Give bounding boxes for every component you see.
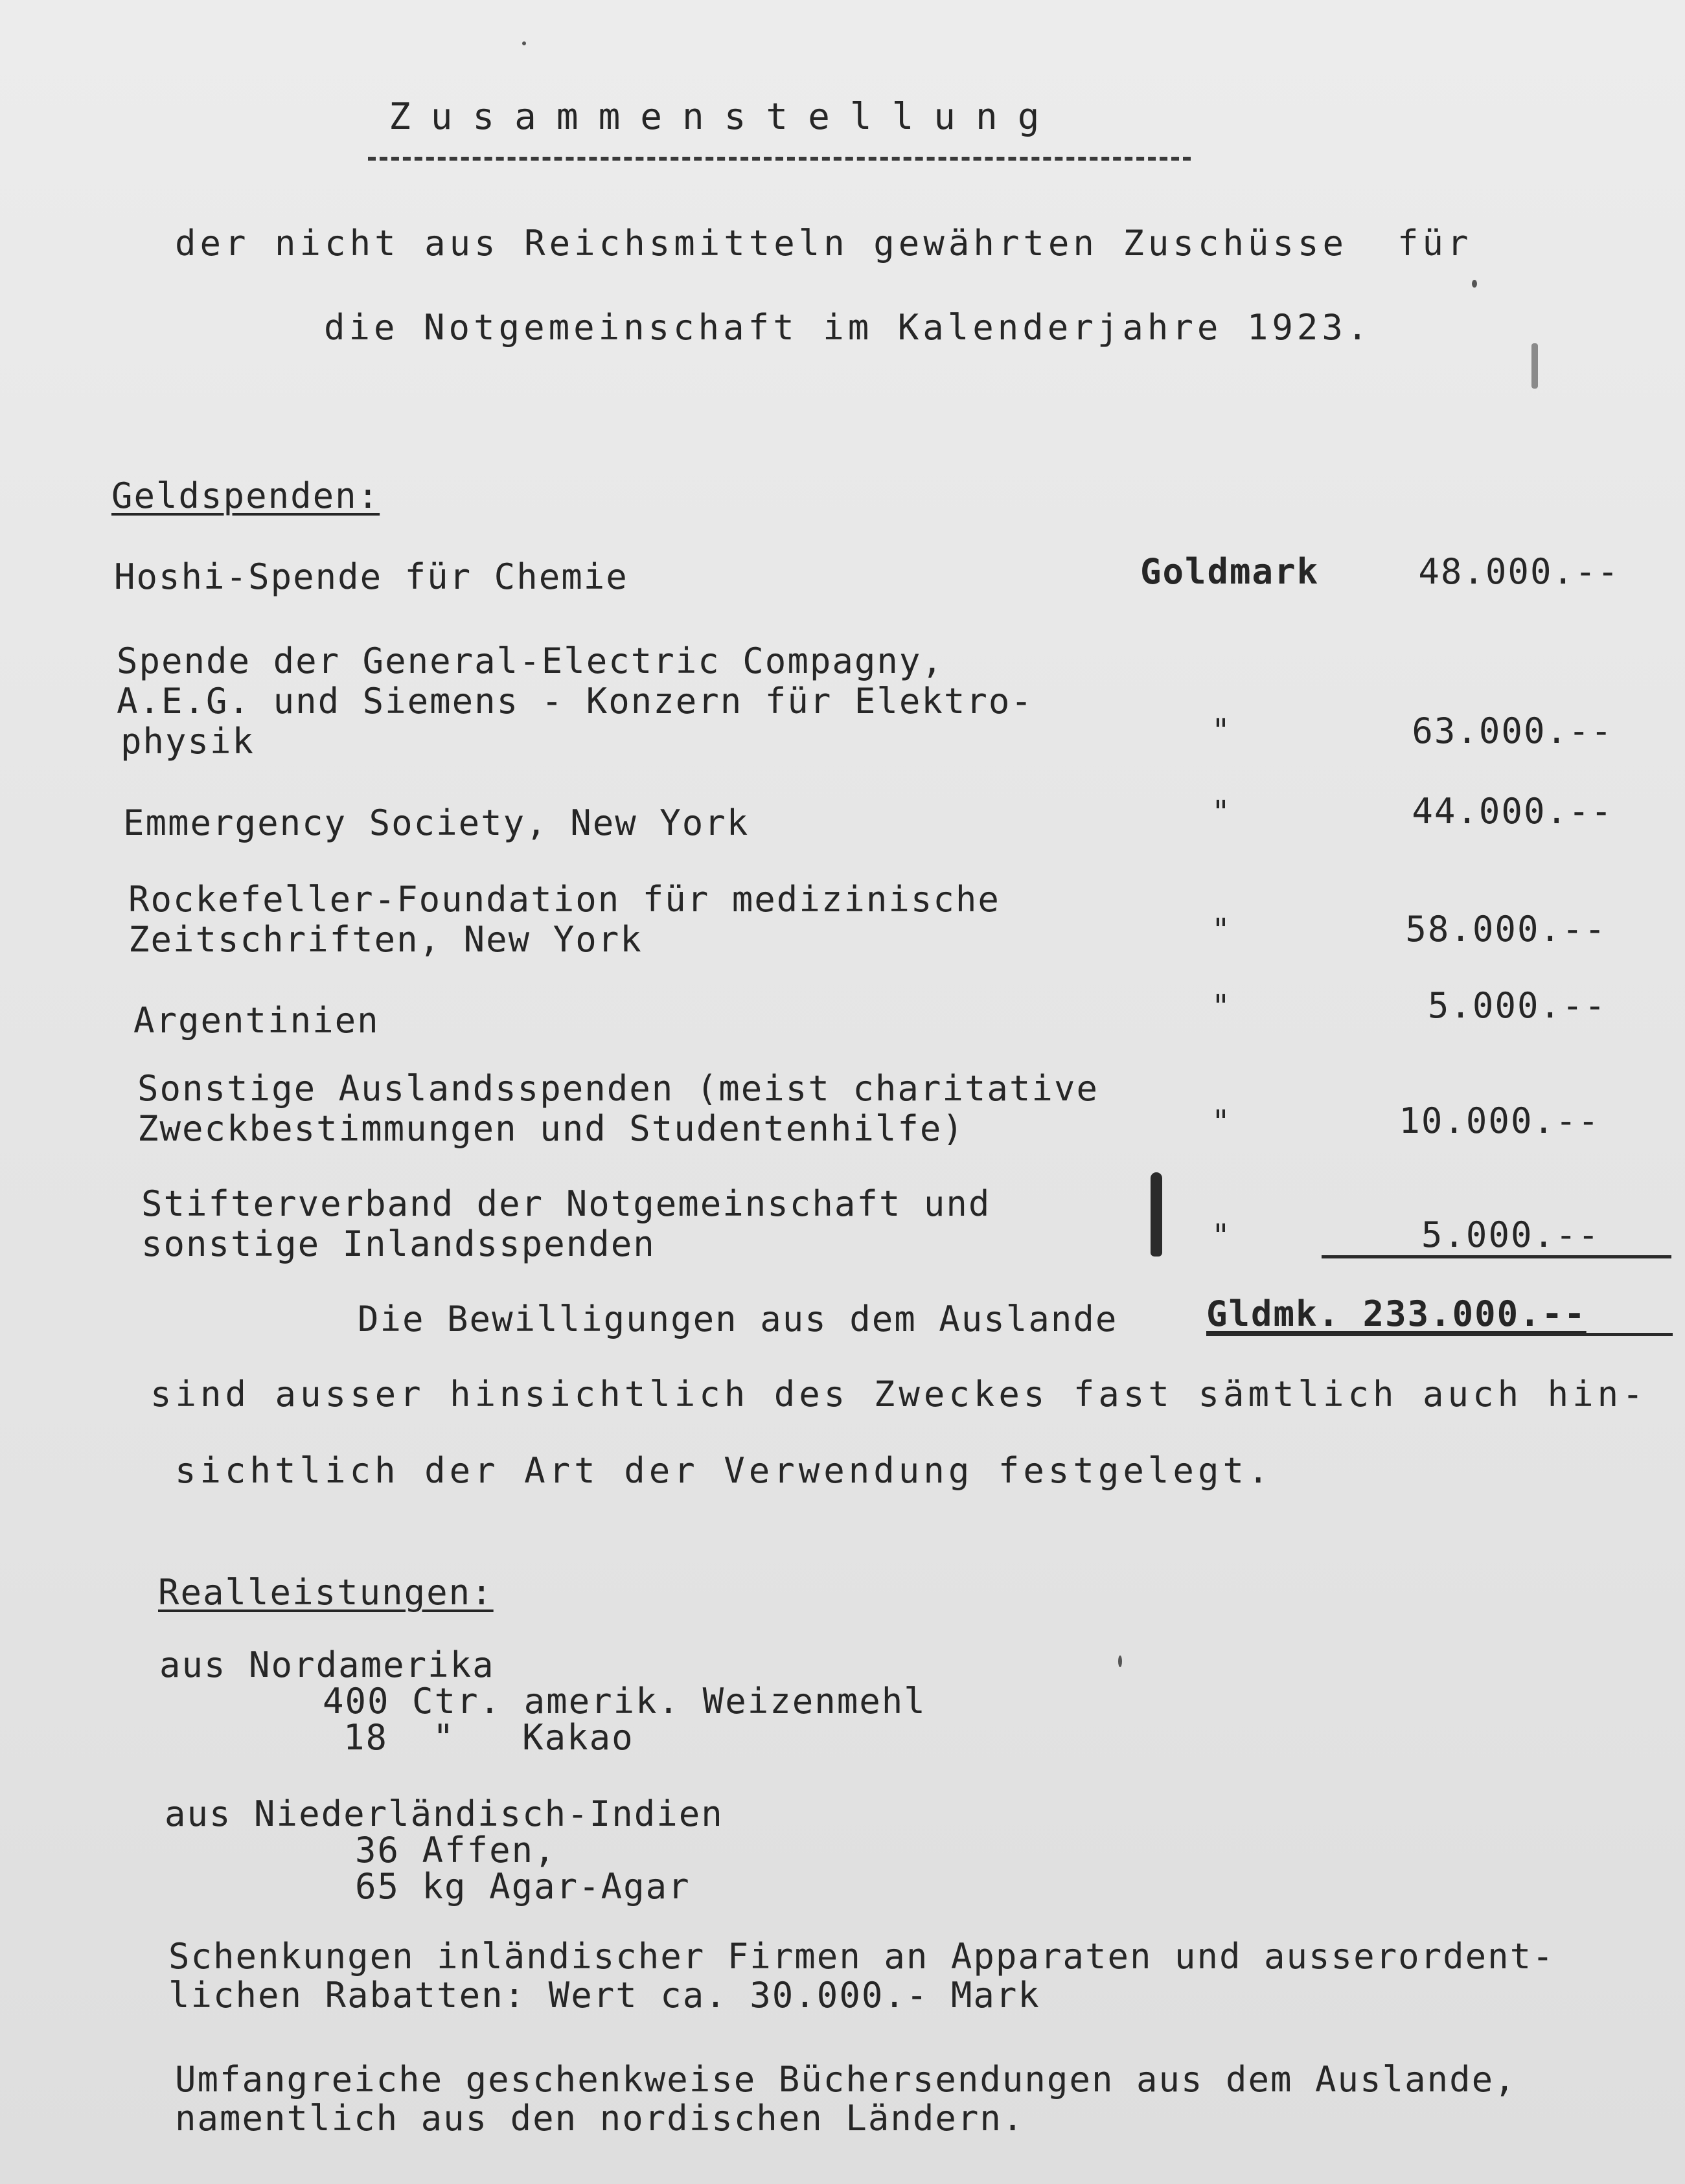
margin-pen-mark bbox=[1151, 1172, 1162, 1257]
realleistungen-heading: Realleistungen: bbox=[158, 1572, 494, 1613]
schenkungen-line-2: lichen Rabatten: Wert ca. 30.000.- Mark bbox=[168, 1975, 1040, 2016]
ditto-mark: " bbox=[1211, 1218, 1230, 1254]
donation-7-line-1: Stifterverband der Notgemeinschaft und bbox=[141, 1183, 991, 1224]
paper-speck bbox=[522, 41, 526, 45]
donation-2-amount: 63.000.-- bbox=[1412, 711, 1613, 751]
paper-speck bbox=[1472, 280, 1477, 288]
donation-3-line-1: Emmergency Society, New York bbox=[123, 802, 750, 843]
paper-speck bbox=[1118, 1655, 1122, 1667]
geldspenden-heading: Geldspenden: bbox=[111, 475, 380, 516]
ditto-mark: " bbox=[1211, 1104, 1230, 1140]
donation-6-amount: 10.000.-- bbox=[1399, 1100, 1600, 1141]
indien-label: aus Niederländisch-Indien bbox=[165, 1793, 724, 1834]
donation-7-line-2: sonstige Inlandsspenden bbox=[141, 1223, 656, 1264]
title-underline bbox=[368, 157, 1191, 161]
donation-7-amount: 5.000.-- bbox=[1421, 1214, 1600, 1255]
donation-6-line-1: Sonstige Auslandsspenden (meist charitative bbox=[137, 1068, 1099, 1109]
donation-4-amount: 58.000.-- bbox=[1405, 909, 1607, 950]
ditto-mark: " bbox=[1211, 712, 1230, 749]
subtitle-line-2: die Notgemeinschaft im Kalenderjahre 1923. bbox=[324, 307, 1372, 348]
ditto-mark: " bbox=[1211, 912, 1230, 948]
nordamerika-item-1: 400 Ctr. amerik. Weizenmehl bbox=[323, 1681, 926, 1722]
currency-label: Goldmark bbox=[1140, 551, 1320, 592]
donation-1-line-1: Hoshi-Spende für Chemie bbox=[114, 556, 628, 597]
subtitle-line-1: der nicht aus Reichsmitteln gewährten Zuschüsse für bbox=[175, 223, 1473, 264]
indien-item-2: 65 kg Agar-Agar bbox=[355, 1866, 691, 1907]
total-label: Die Bewilligungen aus dem Auslande bbox=[358, 1299, 1118, 1339]
donation-2-line-3: physik bbox=[120, 721, 255, 762]
nordamerika-label: aus Nordamerika bbox=[159, 1644, 495, 1685]
donation-5-line-1: Argentinien bbox=[133, 1000, 380, 1041]
donation-2-line-1: Spende der General-Electric Compagny, bbox=[117, 641, 944, 681]
ditto-mark: " bbox=[1211, 794, 1230, 830]
total-rule bbox=[1206, 1333, 1673, 1336]
paper-blemish bbox=[1531, 343, 1538, 389]
donation-3-amount: 44.000.-- bbox=[1412, 791, 1613, 832]
donation-2-line-2: A.E.G. und Siemens - Konzern für Elektro- bbox=[117, 681, 1033, 722]
document-title: Zusammenstellung bbox=[389, 96, 1060, 138]
ditto-mark: " bbox=[1211, 988, 1230, 1025]
donation-4-line-2: Zeitschriften, New York bbox=[128, 919, 643, 960]
donation-1-amount: 48.000.-- bbox=[1418, 551, 1620, 592]
donation-5-amount: 5.000.-- bbox=[1427, 985, 1607, 1026]
buecher-line-1: Umfangreiche geschenkweise Büchersendungen aus dem Auslande, bbox=[175, 2059, 1517, 2100]
note-line-2: sichtlich der Art der Verwendung festgelegt. bbox=[175, 1450, 1273, 1491]
indien-item-1: 36 Affen, bbox=[355, 1830, 556, 1871]
sum-rule bbox=[1322, 1255, 1671, 1258]
donation-6-line-2: Zweckbestimmungen und Studentenhilfe) bbox=[137, 1108, 965, 1149]
donation-4-line-1: Rockefeller-Foundation für medizinische bbox=[128, 879, 1000, 920]
note-line-1: sind ausser hinsichtlich des Zweckes fast sämtlich auch hin- bbox=[150, 1374, 1647, 1415]
schenkungen-line-1: Schenkungen inländischer Firmen an Apparaten und ausserordent- bbox=[168, 1936, 1555, 1977]
nordamerika-item-2: 18 " Kakao bbox=[343, 1717, 634, 1758]
total-amount: Gldmk. 233.000.-- bbox=[1206, 1293, 1587, 1334]
buecher-line-2: namentlich aus den nordischen Ländern. bbox=[175, 2098, 1025, 2139]
